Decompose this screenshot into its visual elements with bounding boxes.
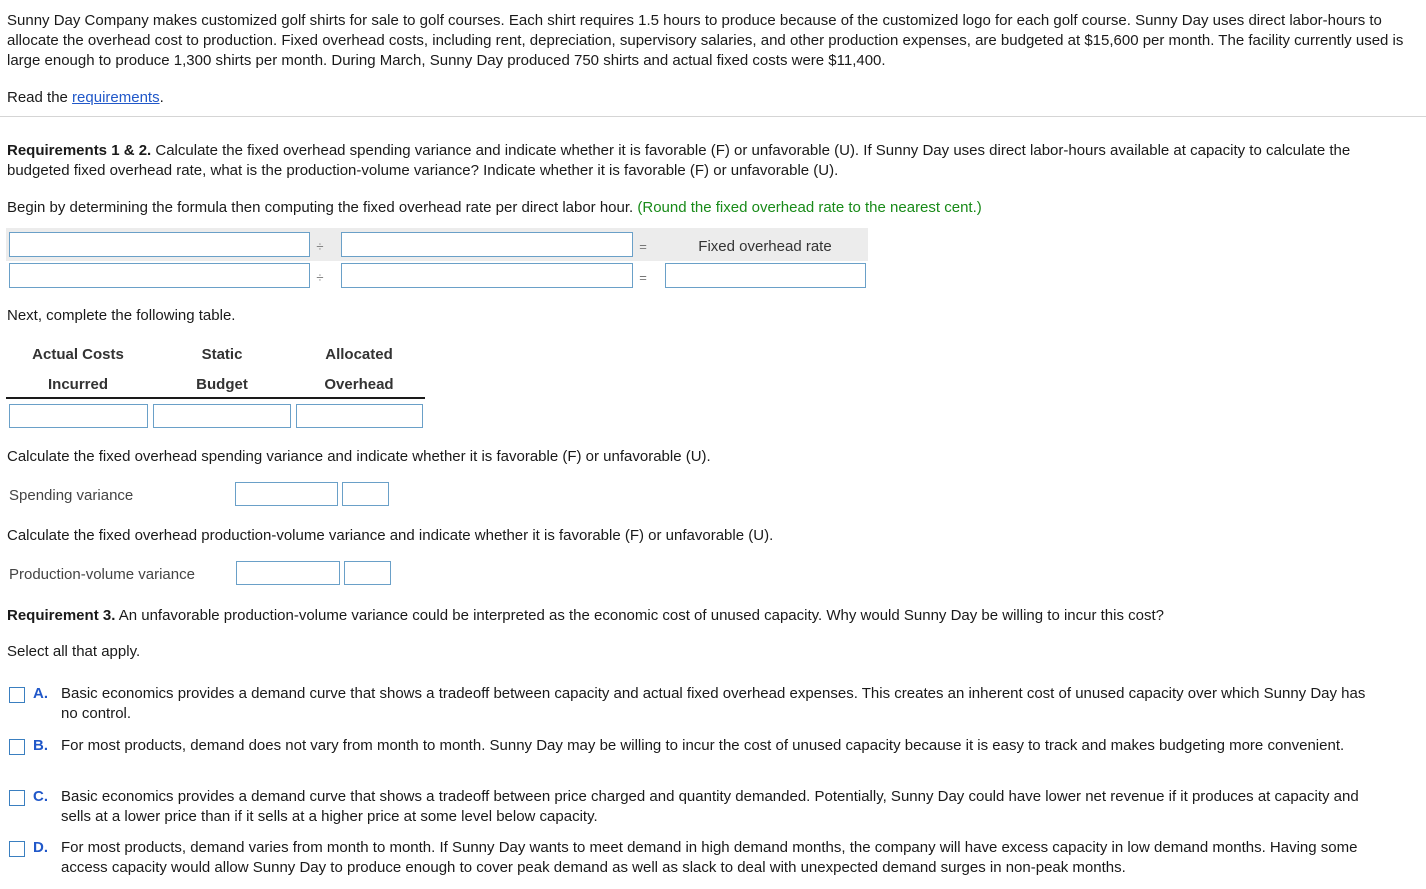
requirements-1-2: Requirements 1 & 2. Calculate the fixed overhead spending variance and indicate whether it is favorable (F) or unfavorable (U). If Sunny Day uses direct labor-hours available at capacity to calculate the budgeted fixed overhead rate, what is the production-volume variance? Indicate whether it is favorable (F) or unfavorable (U).: [7, 142, 1351, 179]
header-actual-costs: Actual Costs Incurred: [32, 346, 124, 393]
divide-sign: ÷: [316, 270, 324, 285]
rounding-hint: (Round the fixed overhead rate to the nearest cent.): [637, 199, 982, 216]
spending-variance-prompt: Calculate the fixed overhead spending variance and indicate whether it is favorable (F) or unfavorable (U).: [7, 448, 711, 465]
spending-variance-label: Spending variance: [9, 487, 134, 504]
requirements-link[interactable]: requirements: [72, 89, 160, 106]
formula-denominator-label-input[interactable]: [341, 232, 633, 257]
checkbox-c[interactable]: [9, 790, 25, 806]
checkbox-d[interactable]: [9, 841, 25, 857]
equals-sign: =: [639, 239, 647, 254]
checkbox-a[interactable]: [9, 687, 25, 703]
volume-variance-amount-input[interactable]: [236, 561, 340, 585]
formula-numerator-value-input[interactable]: [9, 263, 310, 288]
table-instruction: Next, complete the following table.: [7, 307, 236, 324]
header-allocated-overhead: Allocated Overhead: [324, 346, 394, 393]
volume-variance-prompt: Calculate the fixed overhead production-volume variance and indicate whether it is favorable (F) or unfavorable (U).: [7, 527, 774, 544]
static-budget-input[interactable]: [153, 404, 291, 428]
formula-instruction: Begin by determining the formula then computing the fixed overhead rate per direct labor hour. (Round the fixed overhead rate to the nearest cent.): [7, 199, 982, 216]
spending-variance-amount-input[interactable]: [235, 482, 338, 506]
fixed-overhead-rate-input[interactable]: [665, 263, 866, 288]
equals-sign: =: [639, 270, 647, 285]
formula-numerator-label-input[interactable]: [9, 232, 310, 257]
allocated-overhead-input[interactable]: [296, 404, 423, 428]
table-header-rule: [6, 397, 425, 399]
fixed-overhead-rate-label: Fixed overhead rate: [698, 238, 832, 255]
divider: [0, 116, 1426, 117]
spending-variance-fu-input[interactable]: [342, 482, 389, 506]
checkbox-b[interactable]: [9, 739, 25, 755]
requirement-3: Requirement 3. An unfavorable production-volume variance could be interpreted as the economic cost of unused capacity. Why would Sunny Day be willing to incur this cost?: [7, 607, 1165, 624]
header-static-budget: Static Budget: [196, 346, 248, 393]
select-all-instruction: Select all that apply.: [7, 643, 141, 660]
volume-variance-label: Production-volume variance: [9, 566, 195, 583]
problem-statement: Sunny Day Company makes customized golf shirts for sale to golf courses. Each shirt requires 1.5 hours to produce because of the customized logo for each golf course. Sunny Day uses direct labor-hours to allocate the overhead cost to production. Fixed overhead costs, including rent, depreciation, supervisory salaries, and other production expenses, are budgeted at $15,600 per month. The facility currently used is large enough to produce 1,300 shirts per month. During March, Sunny Day produced 750 shirts and actual fixed costs were $11,400.: [7, 12, 1404, 69]
formula-denominator-value-input[interactable]: [341, 263, 633, 288]
divide-sign: ÷: [316, 239, 324, 254]
actual-costs-input[interactable]: [9, 404, 148, 428]
read-requirements: Read the requirements.: [7, 89, 164, 106]
volume-variance-fu-input[interactable]: [344, 561, 391, 585]
